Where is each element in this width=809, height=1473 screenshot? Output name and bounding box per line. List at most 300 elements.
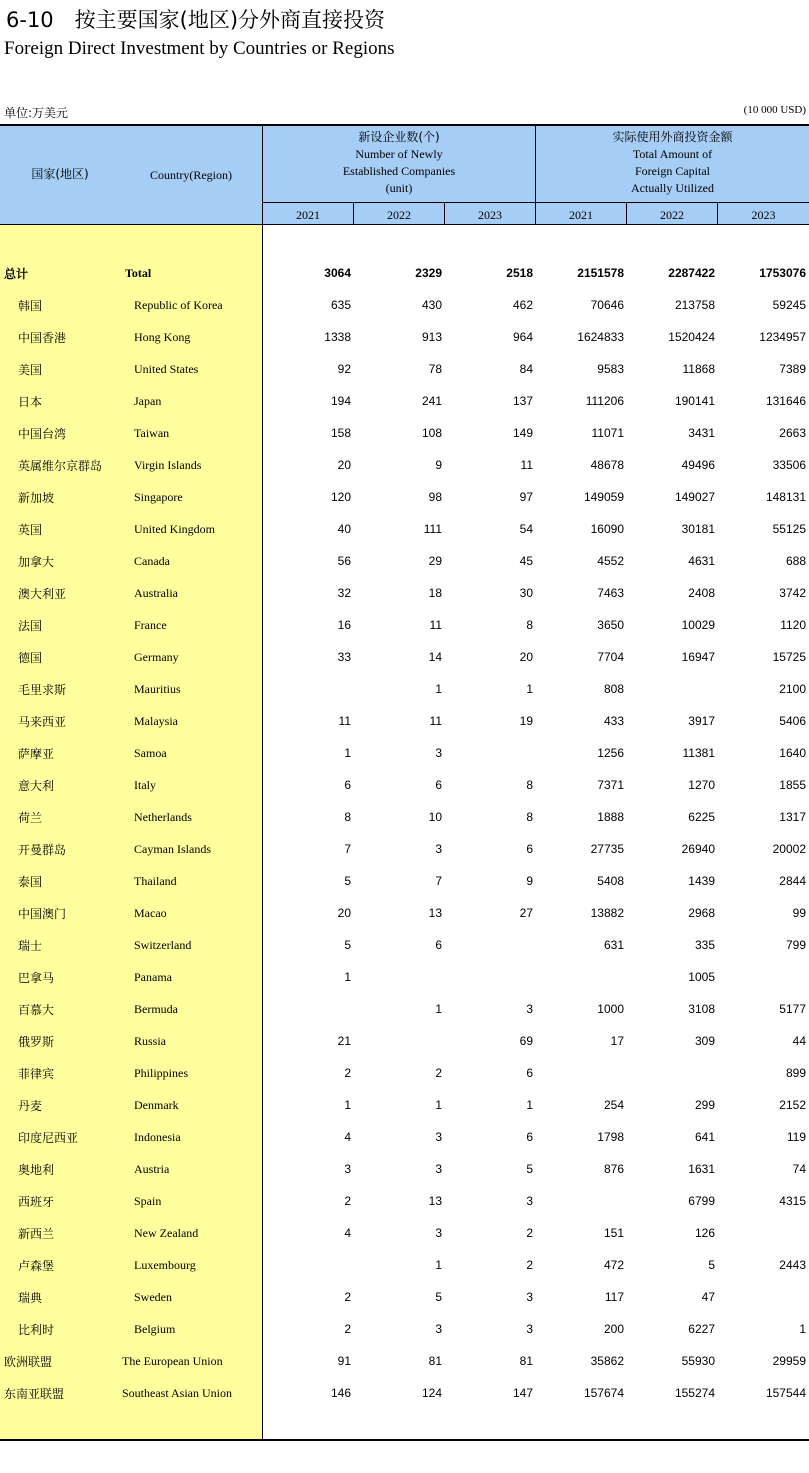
value-cell: 1005 xyxy=(688,970,715,984)
value-cell: 13 xyxy=(428,906,442,920)
value-cell: 14 xyxy=(428,650,442,664)
value-cell: 16090 xyxy=(590,522,624,536)
page-title-cn: 6-10 按主要国家(地区)分外商直接投资 xyxy=(6,8,386,32)
page-title-en: Foreign Direct Investment by Countries or Regions xyxy=(4,38,395,59)
country-name-cn: 澳大利亚 xyxy=(18,587,67,601)
value-cell: 7389 xyxy=(779,362,806,376)
country-name-cn: 荷兰 xyxy=(18,811,43,825)
value-cell: 2844 xyxy=(779,874,806,888)
year-header: 2021 xyxy=(569,208,593,222)
value-cell: 137 xyxy=(512,394,533,408)
country-name-cn: 总计 xyxy=(4,267,29,281)
value-cell: 964 xyxy=(512,330,533,344)
value-cell: 1317 xyxy=(779,810,806,824)
table-bottom-rule xyxy=(0,1439,809,1441)
value-cell: 6 xyxy=(344,778,351,792)
value-cell: 111 xyxy=(423,522,442,536)
country-name-cn: 中国香港 xyxy=(18,331,67,345)
value-cell: 11868 xyxy=(682,362,715,376)
table-row xyxy=(0,743,809,763)
value-cell: 16 xyxy=(337,618,351,632)
value-cell: 147 xyxy=(512,1386,533,1400)
value-cell: 472 xyxy=(603,1258,624,1272)
table-row xyxy=(0,903,809,923)
country-name-en: Philippines xyxy=(134,1066,189,1080)
value-cell: 54 xyxy=(519,522,533,536)
value-cell: 5177 xyxy=(779,1002,806,1016)
country-name-cn: 百慕大 xyxy=(18,1003,55,1017)
value-cell: 3108 xyxy=(688,1002,715,1016)
country-name-cn: 奥地利 xyxy=(18,1163,55,1177)
value-cell: 126 xyxy=(694,1226,715,1240)
value-cell: 131646 xyxy=(765,394,806,408)
country-name-cn: 泰国 xyxy=(18,875,43,889)
total-row xyxy=(0,263,809,283)
country-name-cn: 美国 xyxy=(18,363,43,377)
table-row xyxy=(0,871,809,891)
value-cell: 3 xyxy=(526,1290,533,1304)
value-cell: 688 xyxy=(785,554,806,568)
value-cell: 5 xyxy=(526,1162,533,1176)
year-header: 2023 xyxy=(751,208,776,222)
country-name-cn: 俄罗斯 xyxy=(18,1035,55,1049)
value-cell: 1 xyxy=(435,682,442,696)
table-row xyxy=(0,679,809,699)
table-row xyxy=(0,551,809,571)
value-cell: 2100 xyxy=(779,682,806,696)
country-name-en: Singapore xyxy=(134,490,183,504)
country-name-cn: 英国 xyxy=(18,523,43,537)
value-cell: 33506 xyxy=(772,458,806,472)
value-cell: 5 xyxy=(344,874,351,888)
country-name-cn: 毛里求斯 xyxy=(18,683,67,697)
value-cell: 111206 xyxy=(585,394,624,408)
country-name-en: Mauritius xyxy=(134,682,181,696)
value-cell: 1520424 xyxy=(668,330,715,344)
value-cell: 4 xyxy=(344,1130,351,1144)
value-cell: 70646 xyxy=(590,298,624,312)
table-row xyxy=(0,967,809,987)
value-cell: 35862 xyxy=(590,1354,624,1368)
value-cell: 2 xyxy=(344,1290,351,1304)
value-cell: 10029 xyxy=(681,618,715,632)
value-cell: 5406 xyxy=(779,714,806,728)
country-name-cn: 法国 xyxy=(18,619,43,633)
country-name-en: Panama xyxy=(134,970,172,984)
value-cell: 2408 xyxy=(688,586,715,600)
country-name-en: Taiwan xyxy=(134,426,170,440)
value-cell: 7 xyxy=(344,842,351,856)
value-cell: 3 xyxy=(526,1194,533,1208)
country-name-en: Indonesia xyxy=(134,1130,181,1144)
country-name-en: Thailand xyxy=(134,874,177,888)
year-header: 2023 xyxy=(478,208,502,222)
value-cell: 430 xyxy=(421,298,442,312)
country-name-en: Spain xyxy=(134,1194,162,1208)
value-cell: 5 xyxy=(344,938,351,952)
value-cell: 2152 xyxy=(779,1098,806,1112)
table-row xyxy=(0,1287,809,1307)
value-cell: 1 xyxy=(526,682,533,696)
value-cell: 1624833 xyxy=(577,330,624,344)
value-cell: 55125 xyxy=(772,522,806,536)
value-cell: 3 xyxy=(435,1226,442,1240)
value-cell: 3 xyxy=(344,1162,351,1176)
value-cell: 2287422 xyxy=(668,266,715,280)
value-cell: 49496 xyxy=(681,458,715,472)
value-cell: 8 xyxy=(526,778,533,792)
value-cell: 47 xyxy=(701,1290,715,1304)
header-year-rule xyxy=(262,202,809,203)
country-name-cn: 英属维尔京群岛 xyxy=(18,459,103,473)
value-cell: 78 xyxy=(428,362,442,376)
value-cell: 158 xyxy=(330,426,351,440)
value-cell: 1640 xyxy=(779,746,806,760)
value-cell: 8 xyxy=(526,618,533,632)
value-cell: 1338 xyxy=(324,330,351,344)
table-row xyxy=(0,295,809,315)
country-name-cn: 萨摩亚 xyxy=(18,747,55,761)
table-row xyxy=(0,1127,809,1147)
value-cell: 8 xyxy=(344,810,351,824)
value-cell: 55930 xyxy=(681,1354,715,1368)
table-row xyxy=(0,1095,809,1115)
table-row xyxy=(0,327,809,347)
year-header: 2022 xyxy=(660,208,684,222)
value-cell: 190141 xyxy=(674,394,715,408)
header-country-cn: 国家(地区) xyxy=(31,167,89,181)
table-row xyxy=(0,583,809,603)
country-name-cn: 印度尼西亚 xyxy=(18,1131,79,1145)
value-cell: 32 xyxy=(337,586,351,600)
value-cell: 15725 xyxy=(772,650,806,664)
value-cell: 7463 xyxy=(597,586,624,600)
value-cell: 5 xyxy=(708,1258,715,1272)
value-cell: 17 xyxy=(610,1034,624,1048)
country-name-cn: 新西兰 xyxy=(18,1227,55,1241)
country-name-en: Belgium xyxy=(134,1322,176,1336)
value-cell: 641 xyxy=(694,1130,715,1144)
value-cell: 21 xyxy=(337,1034,351,1048)
country-name-en: Malaysia xyxy=(134,714,178,728)
value-cell: 108 xyxy=(421,426,442,440)
country-name-cn: 瑞士 xyxy=(18,939,43,953)
country-name-en: Total xyxy=(125,266,152,280)
value-cell: 4552 xyxy=(597,554,624,568)
value-cell: 3431 xyxy=(688,426,715,440)
value-cell: 2 xyxy=(344,1194,351,1208)
value-cell: 30181 xyxy=(681,522,715,536)
value-cell: 433 xyxy=(603,714,624,728)
table-row xyxy=(0,615,809,635)
value-cell: 241 xyxy=(421,394,442,408)
value-cell: 11 xyxy=(338,714,351,728)
value-cell: 16947 xyxy=(681,650,715,664)
country-name-en: Macao xyxy=(134,906,167,920)
country-name-en: Switzerland xyxy=(134,938,192,952)
value-cell: 48678 xyxy=(590,458,624,472)
value-cell: 213758 xyxy=(674,298,715,312)
value-cell: 913 xyxy=(421,330,442,344)
table-row xyxy=(0,839,809,859)
value-cell: 9 xyxy=(526,874,533,888)
country-name-en: Australia xyxy=(134,586,178,600)
value-cell: 26940 xyxy=(681,842,715,856)
value-cell: 149 xyxy=(512,426,533,440)
table-row xyxy=(0,647,809,667)
value-cell: 149027 xyxy=(674,490,715,504)
country-name-cn: 日本 xyxy=(18,395,43,409)
value-cell: 11 xyxy=(429,618,442,632)
country-name-en: Italy xyxy=(134,778,156,792)
country-name-en: United States xyxy=(134,362,199,376)
value-cell: 149059 xyxy=(583,490,624,504)
value-cell: 81 xyxy=(519,1354,533,1368)
value-cell: 20 xyxy=(337,458,351,472)
value-cell: 2 xyxy=(526,1226,533,1240)
value-cell: 29959 xyxy=(772,1354,806,1368)
value-cell: 98 xyxy=(428,490,442,504)
value-cell: 6 xyxy=(526,1066,533,1080)
value-cell: 155274 xyxy=(674,1386,715,1400)
value-cell: 2443 xyxy=(779,1258,806,1272)
value-cell: 1 xyxy=(344,970,351,984)
value-cell: 3 xyxy=(435,1130,442,1144)
value-cell: 56 xyxy=(337,554,351,568)
year-header: 2022 xyxy=(387,208,411,222)
value-cell: 157544 xyxy=(765,1386,806,1400)
country-name-en: Hong Kong xyxy=(134,330,191,344)
country-name-en: Canada xyxy=(134,554,170,568)
table-row xyxy=(0,1223,809,1243)
value-cell: 40 xyxy=(337,522,351,536)
value-cell: 4 xyxy=(344,1226,351,1240)
value-cell: 1855 xyxy=(779,778,806,792)
value-cell: 27 xyxy=(519,906,533,920)
table-row xyxy=(0,1351,809,1371)
table-row xyxy=(0,1255,809,1275)
header-country-en: Country(Region) xyxy=(150,168,232,182)
value-cell: 6 xyxy=(435,938,442,952)
value-cell: 59245 xyxy=(772,298,806,312)
value-cell: 335 xyxy=(694,938,715,952)
table-row xyxy=(0,391,809,411)
value-cell: 124 xyxy=(421,1386,442,1400)
unit-label-en: (10 000 USD) xyxy=(743,104,806,116)
value-cell: 2 xyxy=(344,1322,351,1336)
value-cell: 1 xyxy=(799,1322,806,1336)
value-cell: 10 xyxy=(428,810,442,824)
country-name-cn: 新加坡 xyxy=(18,491,55,505)
country-name-en: Russia xyxy=(134,1034,167,1048)
value-cell: 20 xyxy=(519,650,533,664)
value-cell: 11 xyxy=(429,714,442,728)
value-cell: 6 xyxy=(526,1130,533,1144)
country-name-cn: 马来西亚 xyxy=(18,715,67,729)
value-cell: 200 xyxy=(603,1322,624,1336)
table-row xyxy=(0,1031,809,1051)
value-cell: 97 xyxy=(519,490,533,504)
table-row xyxy=(0,1191,809,1211)
value-cell: 1798 xyxy=(597,1130,624,1144)
value-cell: 4631 xyxy=(688,554,715,568)
table-row xyxy=(0,807,809,827)
country-name-en: Netherlands xyxy=(134,810,192,824)
country-name-en: Germany xyxy=(134,650,179,664)
value-cell: 74 xyxy=(792,1162,806,1176)
value-cell: 3 xyxy=(526,1002,533,1016)
table-row xyxy=(0,711,809,731)
value-cell: 33 xyxy=(337,650,351,664)
country-name-cn: 菲律宾 xyxy=(18,1067,55,1081)
value-cell: 119 xyxy=(786,1130,806,1144)
table-row xyxy=(0,1383,809,1403)
value-cell: 1 xyxy=(344,746,351,760)
value-cell: 1120 xyxy=(780,618,806,632)
value-cell: 11071 xyxy=(591,426,624,440)
value-cell: 92 xyxy=(337,362,351,376)
value-cell: 1000 xyxy=(597,1002,624,1016)
value-cell: 30 xyxy=(519,586,533,600)
table-row xyxy=(0,359,809,379)
value-cell: 6227 xyxy=(688,1322,715,1336)
country-name-cn: 丹麦 xyxy=(18,1099,43,1113)
header-group-capital: 实际使用外商投资金额 Total Amount of Foreign Capital Actually Utilized xyxy=(612,130,733,195)
value-cell: 1 xyxy=(344,1098,351,1112)
value-cell: 146 xyxy=(330,1386,351,1400)
country-name-en: Austria xyxy=(134,1162,170,1176)
value-cell: 1 xyxy=(435,1258,442,1272)
table-row xyxy=(0,487,809,507)
value-cell: 151 xyxy=(603,1226,624,1240)
value-cell: 3 xyxy=(435,1162,442,1176)
value-cell: 635 xyxy=(330,298,351,312)
value-cell: 5 xyxy=(435,1290,442,1304)
value-cell: 299 xyxy=(694,1098,715,1112)
country-name-en: Bermuda xyxy=(134,1002,178,1016)
value-cell: 3 xyxy=(435,842,442,856)
value-cell: 45 xyxy=(519,554,533,568)
value-cell: 3917 xyxy=(688,714,715,728)
value-cell: 11 xyxy=(520,458,533,472)
value-cell: 5408 xyxy=(597,874,624,888)
table-row xyxy=(0,519,809,539)
value-cell: 2329 xyxy=(415,266,442,280)
table-row xyxy=(0,775,809,795)
table-row xyxy=(0,455,809,475)
value-cell: 9583 xyxy=(597,362,624,376)
value-cell: 808 xyxy=(603,682,624,696)
value-cell: 2518 xyxy=(506,266,533,280)
value-cell: 4315 xyxy=(779,1194,806,1208)
value-cell: 2 xyxy=(526,1258,533,1272)
value-cell: 1 xyxy=(435,1002,442,1016)
value-cell: 876 xyxy=(603,1162,624,1176)
value-cell: 631 xyxy=(603,938,624,952)
value-cell: 799 xyxy=(785,938,806,952)
value-cell: 3064 xyxy=(324,266,351,280)
value-cell: 20002 xyxy=(772,842,806,856)
value-cell: 6799 xyxy=(688,1194,715,1208)
value-cell: 9 xyxy=(435,458,442,472)
country-name-cn: 瑞典 xyxy=(18,1291,43,1305)
value-cell: 462 xyxy=(512,298,533,312)
value-cell: 6225 xyxy=(688,810,715,824)
value-cell: 29 xyxy=(428,554,442,568)
unit-label-cn: 单位:万美元 xyxy=(4,106,69,120)
value-cell: 7371 xyxy=(597,778,624,792)
value-cell: 3 xyxy=(435,1322,442,1336)
country-name-cn: 开曼群岛 xyxy=(18,843,67,857)
table-row xyxy=(0,1159,809,1179)
value-cell: 69 xyxy=(519,1034,533,1048)
country-name-cn: 欧洲联盟 xyxy=(4,1355,53,1369)
country-name-cn: 意大利 xyxy=(18,779,55,793)
country-name-en: Japan xyxy=(134,394,162,408)
value-cell: 1270 xyxy=(688,778,715,792)
value-cell: 2151578 xyxy=(577,266,624,280)
value-cell: 3 xyxy=(435,746,442,760)
value-cell: 81 xyxy=(428,1354,442,1368)
table-row xyxy=(0,423,809,443)
value-cell: 2663 xyxy=(779,426,806,440)
value-cell: 27735 xyxy=(590,842,624,856)
country-name-en: Luxembourg xyxy=(134,1258,196,1272)
header-group-companies: 新设企业数(个) Number of Newly Established Companies (unit) xyxy=(342,130,456,195)
value-cell: 20 xyxy=(337,906,351,920)
country-name-cn: 东南亚联盟 xyxy=(4,1387,65,1401)
country-name-en: Southeast Asian Union xyxy=(122,1386,232,1400)
value-cell: 7 xyxy=(435,874,442,888)
year-header: 2021 xyxy=(296,208,320,222)
value-cell: 84 xyxy=(519,362,533,376)
value-cell: 6 xyxy=(526,842,533,856)
value-cell: 2968 xyxy=(688,906,715,920)
country-name-cn: 韩国 xyxy=(18,299,43,313)
value-cell: 194 xyxy=(330,394,351,408)
value-cell: 117 xyxy=(604,1290,624,1304)
country-name-en: Republic of Korea xyxy=(134,298,223,312)
country-name-cn: 加拿大 xyxy=(18,555,55,569)
value-cell: 1631 xyxy=(688,1162,715,1176)
country-name-en: Samoa xyxy=(134,746,167,760)
value-cell: 120 xyxy=(330,490,351,504)
country-name-cn: 中国台湾 xyxy=(18,427,67,441)
value-cell: 2 xyxy=(344,1066,351,1080)
table-row xyxy=(0,1319,809,1339)
country-name-en: Virgin Islands xyxy=(134,458,202,472)
table-row xyxy=(0,999,809,1019)
value-cell: 309 xyxy=(694,1034,715,1048)
country-name-en: Denmark xyxy=(134,1098,179,1112)
value-cell: 13 xyxy=(428,1194,442,1208)
country-name-en: New Zealand xyxy=(134,1226,199,1240)
value-cell: 254 xyxy=(603,1098,624,1112)
value-cell: 2 xyxy=(435,1066,442,1080)
value-cell: 8 xyxy=(526,810,533,824)
country-name-en: Cayman Islands xyxy=(134,842,211,856)
value-cell: 1439 xyxy=(688,874,715,888)
country-name-cn: 西班牙 xyxy=(18,1195,55,1209)
country-name-en: United Kingdom xyxy=(134,522,215,536)
value-cell: 148131 xyxy=(765,490,806,504)
value-cell: 13882 xyxy=(590,906,624,920)
country-name-en: Sweden xyxy=(134,1290,172,1304)
country-name-cn: 巴拿马 xyxy=(18,971,55,985)
country-name-cn: 德国 xyxy=(18,651,43,665)
value-cell: 1256 xyxy=(597,746,624,760)
value-cell: 3650 xyxy=(597,618,624,632)
